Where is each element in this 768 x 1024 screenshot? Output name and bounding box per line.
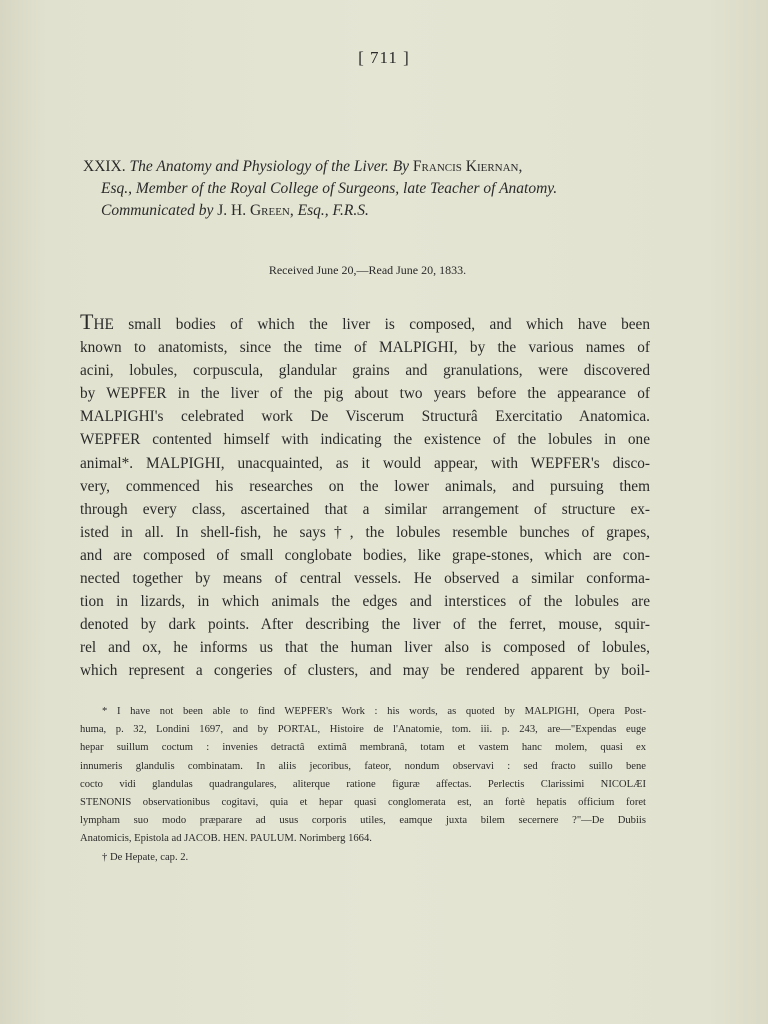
body-line: by WEPFER in the liver of the pig about two years before the appearance of bbox=[80, 385, 650, 403]
article-number: XXIX. bbox=[83, 158, 126, 175]
title-line-3 bbox=[83, 200, 653, 222]
body-line: acini, lobules, corpuscula, glandular grains and granulations, were discovered bbox=[80, 362, 650, 380]
body-line: known to anatomists, since the time of MALPIGHI, by the various names of bbox=[80, 339, 650, 357]
title-line-1 bbox=[83, 156, 653, 178]
footnote-line: lympham suo modo præparare ad usus corporis utiles, eamque juxta bilem secernere ?"—De Dubiis bbox=[80, 815, 646, 827]
received-date: Received June 20,—Read June 20, 1833. bbox=[268, 263, 467, 277]
body-line: which represent a congeries of clusters, and may be rendered apparent by boil- bbox=[80, 662, 650, 680]
drop-cap: T bbox=[80, 309, 94, 334]
body-line: rel and ox, he informs us that the human liver also is composed of lobules, bbox=[80, 639, 650, 657]
body-line: animal*. MALPIGHI, unacquainted, as it would appear, with WEPFER's disco- bbox=[80, 454, 650, 472]
body-line: isted in all. In shell-fish, he says†, the lobules resemble bunches of grapes, bbox=[80, 523, 650, 541]
footnote-line: innumeris glandulis combinatam. In aliis jecoribus, fateor, nondum observavi : sed fracto suillo bene bbox=[80, 760, 646, 772]
author-affiliation: Esq., Member of the Royal College of Surgeons, late Teacher of Anatomy. bbox=[101, 180, 558, 197]
body-line: tion in lizards, in which animals the edges and interstices of the lobules are bbox=[80, 593, 650, 611]
footnote-line: * I have not been able to find WEPFER's Work : his words, as quoted by MALPIGHI, Opera Post- bbox=[102, 706, 646, 717]
communicated-by: Communicated by bbox=[101, 202, 214, 219]
body-line: through every class, ascertained that a similar arrangement of structure ex- bbox=[80, 500, 650, 518]
footnote-line: cocto vidi glandulas quadrangulares, aliterque ratione figuræ affectas. Perlectis Clarissimi NICOLÆI bbox=[80, 778, 646, 790]
communicator-name: J. H. Green, bbox=[217, 202, 294, 219]
article-title bbox=[83, 156, 653, 222]
footnote-line: STENONIS observationibus cogitavi, quia et hepar quasi conglomerata est, an fortè hepatis officium foret bbox=[80, 797, 646, 809]
footnote-line: hepar suillum coctum : invenies detractâ extimâ membranâ, totam et vastem hanc molem, quasi ex bbox=[80, 742, 646, 754]
body-text bbox=[80, 310, 650, 683]
page-number: [ 711 ] bbox=[358, 48, 410, 67]
body-line: THE small bodies of which the liver is composed, and which have been bbox=[80, 309, 650, 334]
body-line: WEPFER contented himself with indicating the existence of the lobules in one bbox=[80, 431, 650, 449]
title-line-2 bbox=[83, 178, 653, 200]
body-line: very, commenced his researches on the lower animals, and pursuing them bbox=[80, 477, 650, 495]
article-title-text: The Anatomy and Physiology of the Liver. bbox=[129, 158, 389, 175]
footnote-line: Anatomicis, Epistola ad JACOB. HEN. PAULUM. Norimberg 1664. bbox=[80, 833, 372, 845]
body-line: and are composed of small conglobate bodies, like grape-stones, which are con- bbox=[80, 546, 650, 564]
footnote-line: huma, p. 32, Londini 1697, and by PORTAL, Histoire de l'Anatomie, tom. iii. p. 243, are—"Expendas euge bbox=[80, 724, 646, 736]
communicator-title: Esq., F.R.S. bbox=[297, 202, 369, 219]
body-line: nected together by means of central vessels. He observed a similar conforma- bbox=[80, 570, 650, 588]
body-line: MALPIGHI's celebrated work De Viscerum Structurâ Exercitatio Anatomica. bbox=[80, 408, 650, 426]
author-name: Francis Kiernan, bbox=[412, 158, 523, 175]
body-line: denoted by dark points. After describing the liver of the ferret, mouse, squir- bbox=[80, 616, 650, 634]
footnote-line: † De Hepate, cap. 2. bbox=[102, 851, 189, 863]
by-word: By bbox=[392, 158, 410, 175]
footnotes bbox=[80, 703, 646, 867]
